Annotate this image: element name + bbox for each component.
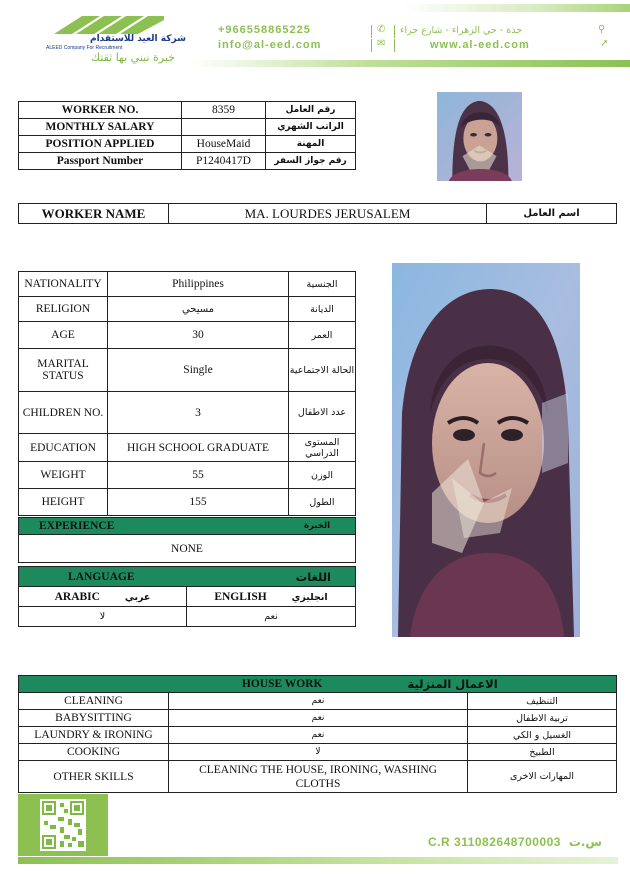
table-row [19, 322, 356, 349]
position-label: POSITION APPLIED [19, 136, 182, 153]
language-header [19, 567, 356, 587]
details-table [18, 271, 356, 516]
nationality-value: Philippines [108, 272, 289, 297]
nationality-label-ar: الجنسية [289, 272, 356, 297]
house-work-label-ar-text: الاعمال المنزلية [407, 677, 498, 691]
religion-value: مسيحي [108, 297, 289, 322]
other-skills-label: OTHER SKILLS [19, 761, 169, 793]
experience-value: NONE [19, 535, 356, 563]
age-value: 30 [108, 322, 289, 349]
table-row [19, 462, 356, 489]
marital-status-label-ar: الحالة الاجتماعية [289, 349, 356, 392]
passport-label-ar: رقم جواز السفر [266, 153, 356, 170]
table-row [19, 434, 356, 462]
table-row [19, 272, 356, 297]
table-row [19, 587, 356, 607]
cooking-label: COOKING [19, 744, 169, 761]
address-text: جدة - حي الزهراء - شارع حراء [400, 25, 523, 36]
other-skills-label-ar: المهارات الاخرى [468, 761, 617, 793]
children-label-ar: عدد الاطفال [289, 392, 356, 434]
table-row [19, 136, 356, 153]
arabic-label-ar: عربي [124, 591, 151, 603]
divider [371, 25, 372, 38]
experience-label: EXPERIENCE [19, 518, 199, 535]
position-label-ar: المهنة [266, 136, 356, 153]
passport-value: P1240417D [182, 153, 266, 170]
marital-status-label: MARITAL STATUS [19, 349, 108, 392]
marital-status-value: Single [108, 349, 289, 392]
table-row [19, 761, 617, 793]
table-row [19, 744, 617, 761]
religion-label-ar: الديانة [289, 297, 356, 322]
worker-name-value: MA. LOURDES JERUSALEM [169, 204, 487, 224]
qr-code-frame [18, 794, 108, 856]
table-row [19, 693, 617, 710]
table-row [19, 102, 356, 119]
header-bar [190, 60, 630, 67]
education-label: EDUCATION [19, 434, 108, 462]
table-row [19, 119, 356, 136]
cooking-label-ar: الطبيخ [468, 744, 617, 761]
house-work-table [18, 675, 617, 793]
roof-logo-icon [54, 14, 164, 36]
phone-number: +966558865225 [218, 24, 311, 36]
age-label: AGE [19, 322, 108, 349]
worker-name-table [18, 203, 617, 224]
children-label: CHILDREN NO. [19, 392, 108, 434]
house-work-label: HOUSE WORK [19, 676, 468, 693]
table-row [19, 607, 356, 627]
table-row [19, 489, 356, 516]
divider [371, 39, 372, 52]
language-label-ar: اللغات [187, 567, 356, 587]
worker-name-label-ar: اسم العامل [487, 204, 617, 224]
arabic-value: لا [19, 607, 187, 627]
table-row [19, 204, 617, 224]
worker-name-label: WORKER NAME [19, 204, 169, 224]
table-row [19, 349, 356, 392]
cooking-value: لا [169, 744, 468, 761]
english-column-header [187, 587, 356, 607]
babysitting-label-ar: تربية الاطفال [468, 710, 617, 727]
english-value: نعم [187, 607, 356, 627]
english-label: ENGLISH [214, 590, 267, 603]
email-address: info@al-eed.com [218, 39, 322, 51]
laundry-value: نعم [169, 727, 468, 744]
experience-label-ar: الخبرة [199, 518, 356, 535]
weight-label-ar: الوزن [289, 462, 356, 489]
worker-no-label-ar: رقم العامل [266, 102, 356, 119]
website-url: www.al-eed.com [430, 39, 530, 51]
table-row [19, 297, 356, 322]
weight-label: WEIGHT [19, 462, 108, 489]
qr-code-icon [40, 799, 86, 851]
cursor-icon: ➚ [600, 38, 609, 49]
table-row [19, 535, 356, 563]
worker-no-label: WORKER NO. [19, 102, 182, 119]
height-value: 155 [108, 489, 289, 516]
house-work-label-ar [407, 676, 617, 693]
table-row [19, 392, 356, 434]
company-name-ar: شركة العيد للاستقدام [90, 34, 186, 44]
education-label-ar: المستوى الدراسي [289, 434, 356, 462]
salary-label: MONTHLY SALARY [19, 119, 182, 136]
footer-bar [18, 857, 618, 864]
arabic-column-header [19, 587, 187, 607]
company-logo [40, 14, 186, 64]
nationality-label: NATIONALITY [19, 272, 108, 297]
weight-value: 55 [108, 462, 289, 489]
laundry-label: LAUNDRY & IRONING [19, 727, 169, 744]
other-skills-value: CLEANING THE HOUSE, IRONING, WASHING CLOTHS [169, 761, 468, 793]
education-value: HIGH SCHOOL GRADUATE [108, 434, 289, 462]
salary-value [182, 119, 266, 136]
age-label-ar: العمر [289, 322, 356, 349]
english-label-ar: انجليزي [291, 591, 328, 603]
language-label: LANGUAGE [19, 567, 187, 587]
divider [394, 39, 395, 52]
house-work-header [19, 676, 617, 693]
letterhead [0, 0, 630, 68]
worker-info-table [18, 101, 356, 170]
experience-header [19, 518, 356, 535]
cleaning-label-ar: التنظيف [468, 693, 617, 710]
divider [394, 25, 395, 38]
passport-label: Passport Number [19, 153, 182, 170]
position-value: HouseMaid [182, 136, 266, 153]
company-name-en: ALEED Company For Recruitment [46, 45, 123, 51]
table-row [19, 710, 617, 727]
worker-no-value: 8359 [182, 102, 266, 119]
header-accent [400, 4, 630, 12]
language-table [18, 566, 356, 627]
laundry-label-ar: الغسيل و الكي [468, 727, 617, 744]
cleaning-label: CLEANING [19, 693, 169, 710]
cr-label-ar: س.ت [568, 835, 602, 849]
height-label: HEIGHT [19, 489, 108, 516]
religion-label: RELIGION [19, 297, 108, 322]
salary-label-ar: الراتب الشهري [266, 119, 356, 136]
commercial-registration [428, 835, 602, 849]
company-slogan: خبرة نبني بها ثقتك [90, 51, 175, 64]
envelope-icon: ✉ [377, 38, 386, 49]
height-label-ar: الطول [289, 489, 356, 516]
babysitting-label: BABYSITTING [19, 710, 169, 727]
children-value: 3 [108, 392, 289, 434]
arabic-label: ARABIC [54, 590, 100, 603]
cleaning-value: نعم [169, 693, 468, 710]
worker-photo-large [392, 263, 580, 637]
whatsapp-icon: ✆ [377, 24, 386, 35]
babysitting-value: نعم [169, 710, 468, 727]
cr-label: C.R [428, 835, 451, 849]
passport-photo-small [437, 92, 522, 181]
location-pin-icon: ⚲ [598, 24, 606, 35]
table-row [19, 153, 356, 170]
table-row [19, 727, 617, 744]
experience-table [18, 517, 356, 563]
cr-number: 311082648700003 [454, 835, 561, 849]
